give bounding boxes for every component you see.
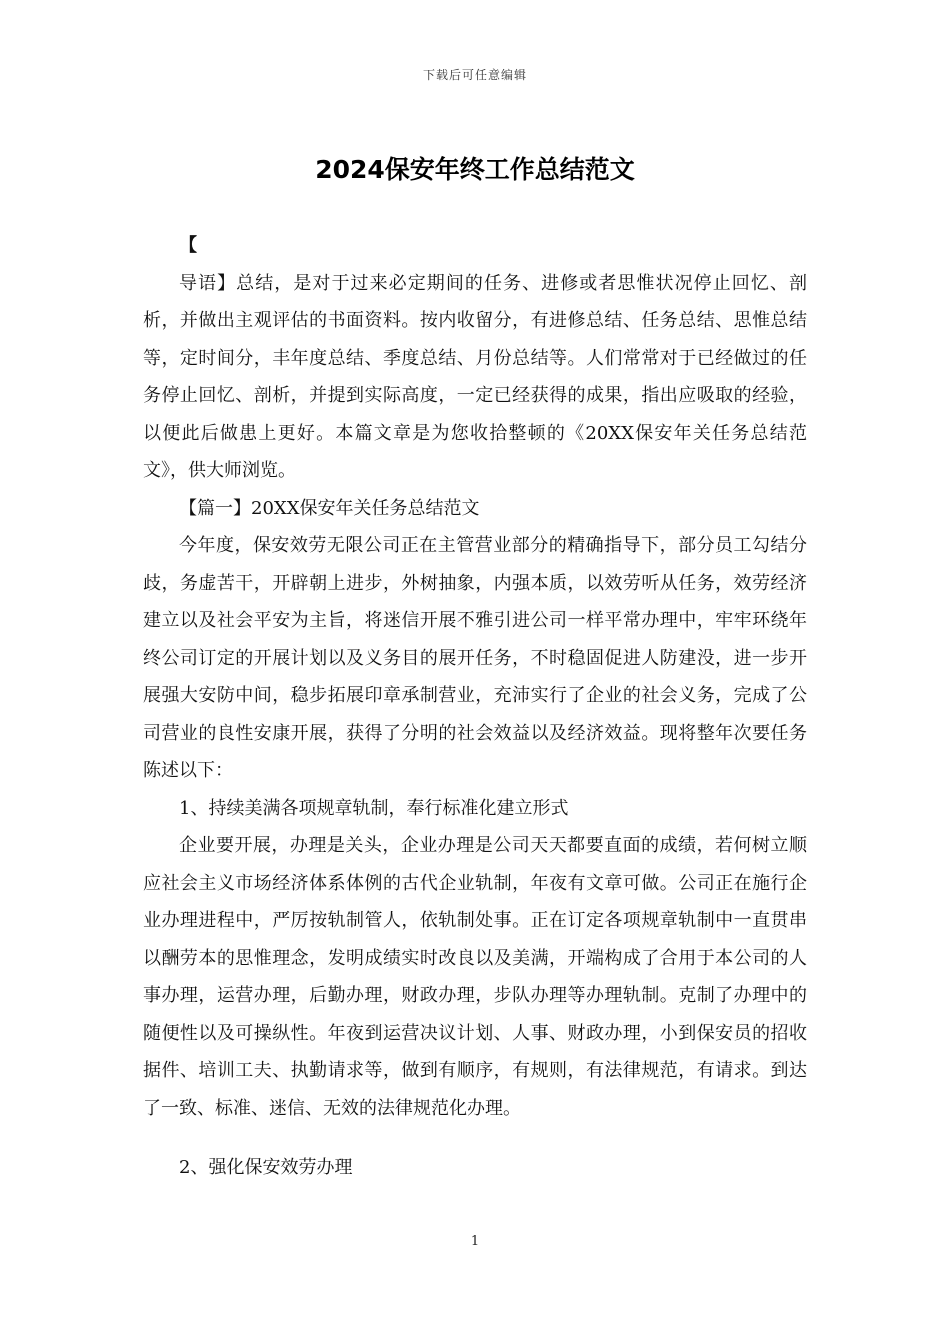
paragraph-bracket: 【 [179, 235, 197, 256]
document-title: 2024保安年终工作总结范文 [315, 155, 635, 184]
paragraph-overview: 今年度，保安效劳无限公司正在主管营业部分的精确指导下，部分员工勾结分歧，务虚苦干，开辟朝上进步，外树抽象，内强本质，以效劳听从任务，效劳经济建立以及社会平安为主旨，将迷信开展不雅引进公司一样平常办理中，牢牢环绕年终公司订定的开展计划以及义务目的展开任务，不时稳固促进人防建没，进一步开展强大安防中间，稳步拓展印章承制营业，充沛实行了企业的社会义务，完成了公司营业的良性安康开展，获得了分明的社会效益以及经济效益。现将整年次要任务陈述以下： [143, 535, 807, 781]
document-body [143, 227, 807, 1187]
paragraph-intro: 导语】总结，是对于过来必定期间的任务、进修或者思惟状况停止回忆、剖析，并做出主观评估的书面资料。按内收留分，有进修总结、任务总结、思惟总结等，定时间分，丰年度总结、季度总结、月份总结等。人们常常对于已经做过的任务停止回忆、剖析，并提到实际高度，一定已经获得的成果，指出应吸取的经验，以便此后做患上更好。本篇文章是为您收拾整顿的《20XX保安年关任务总结范文》，供大师浏览。 [143, 272, 807, 481]
paragraph-management: 企业要开展，办理是关头，企业办理是公司天天都要直面的成绩，若何树立顺应社会主义市场经济体系体例的古代企业轨制，年夜有文章可做。公司正在施行企业办理进程中，严厉按轨制管人，依轨制处事。正在订定各项规章轨制中一直贯串以酬劳本的思惟理念，发明成绩实时改良以及美满，开端构成了合用于本公司的人事办理，运营办理，后勤办理，财政办理，步队办理等办理轨制。克制了办理中的随便性以及可操纵性。年夜到运营决议计划、人事、财政办理，小到保安员的招收据件、培训工夫、执勤请求等，做到有顺序，有规则，有法律规范，有请求。到达了一致、标准、迷信、无效的法律规范化办理。 [143, 835, 807, 1119]
subheading-2: 2、强化保安效劳办理 [179, 1157, 353, 1178]
section-heading-part-one: 【篇一】20XX保安年关任务总结范文 [179, 497, 480, 519]
subheading-1: 1、持续美满各项规章轨制，奉行标准化建立形式 [179, 797, 569, 819]
page-number: 1 [470, 1234, 480, 1249]
header-note: 下载后可任意编辑 [422, 68, 527, 82]
